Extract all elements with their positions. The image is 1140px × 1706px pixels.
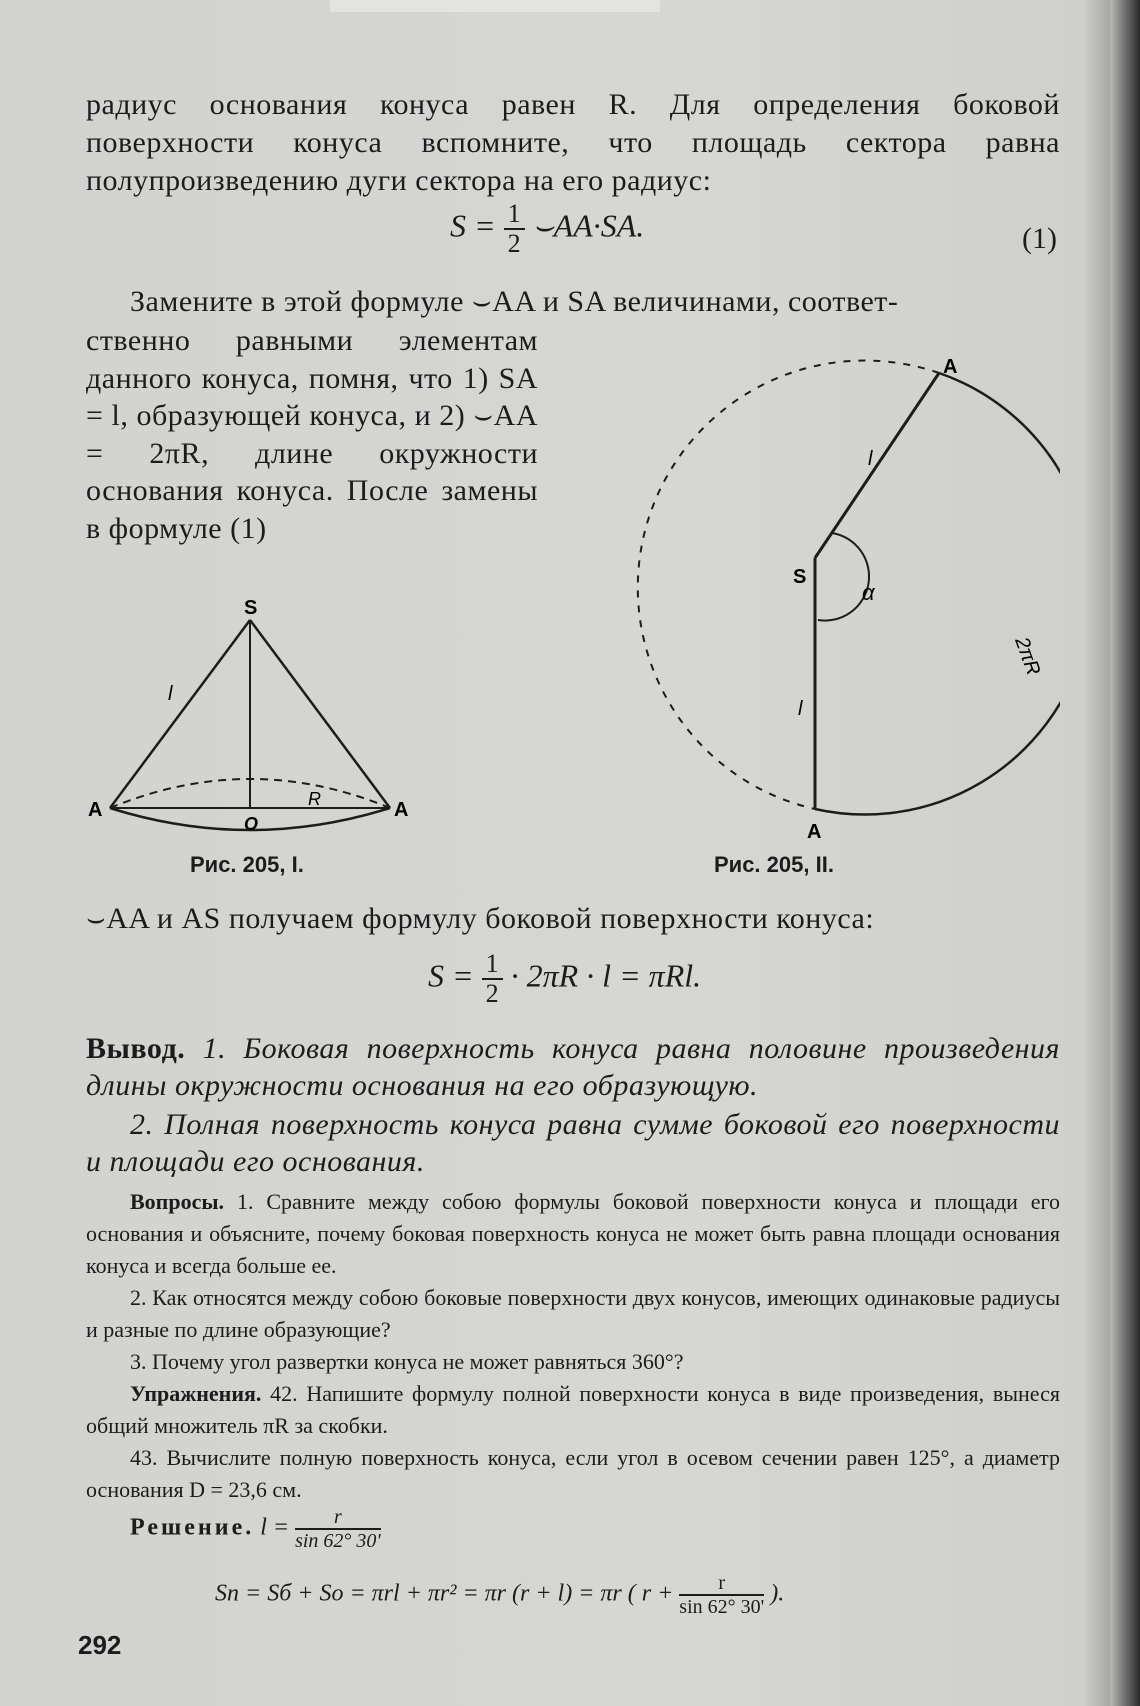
- conclusion-item-2: 2. Полная поверхность конуса равна сумме боковой его поверхности и площади его основания.: [86, 1108, 1060, 1178]
- development-label-arc: 2πR: [1010, 634, 1045, 679]
- solution-l-numerator: r: [295, 1506, 381, 1530]
- paragraph-replace-line: Замените в этой формуле ⌣AA и SA величинами, соответ-: [130, 285, 899, 318]
- solution-sa-denominator: sin 62° 30': [679, 1596, 765, 1618]
- development-label-l-top: l: [868, 448, 873, 470]
- development-label-a-bottom: A: [807, 821, 822, 840]
- formula-1-fraction: [504, 200, 525, 258]
- development-label-l-mid: l: [798, 698, 803, 720]
- formula-1-lhs: S =: [450, 207, 496, 244]
- page-top-band: [330, 0, 660, 12]
- solution-sa-fraction: [679, 1572, 764, 1618]
- cone-label-s: S: [244, 597, 258, 619]
- formula-2-lhs: S =: [428, 957, 474, 994]
- formula-2: [428, 950, 701, 1008]
- conclusion-label: Вывод.: [86, 1032, 186, 1065]
- solution-l-denominator: sin 62° 30': [295, 1530, 381, 1552]
- development-dashed-circle: [638, 361, 939, 809]
- solution-sa-eq: Sп = Sб + Sо = πrl + πr² = πr (r + l) = πr ( r +: [215, 1580, 674, 1607]
- question-3: 3. Почему угол развертки конуса не может равняться 360°?: [130, 1349, 684, 1374]
- solution-l-eq: l =: [260, 1514, 290, 1541]
- cone-generator-left: [110, 620, 250, 808]
- formula-1-rhs: ⌣AA·SA.: [532, 207, 645, 244]
- question-1-text: 1. Сравните между собою формулы боковой поверхности конуса и площади его основания и объясните, почему боковая поверхность конуса не может быть равна площади основания конуса и всегда больше ее.: [86, 1189, 1060, 1278]
- development-angle-arc: [818, 533, 869, 621]
- cone-generator-right: [250, 620, 390, 808]
- solution-sa-end: ).: [770, 1580, 785, 1607]
- figure-cone: [80, 590, 440, 850]
- exercise-42: [86, 1378, 1060, 1442]
- figure-development-caption: Рис. 205, II.: [714, 852, 834, 877]
- formula-1-denominator: 2: [507, 229, 521, 258]
- solution-line-1: [130, 1506, 381, 1552]
- cone-label-l: l: [168, 683, 173, 705]
- conclusion-item-1: [86, 1030, 1060, 1104]
- solution-l-fraction: [295, 1506, 381, 1552]
- exercise-43: 43. Вычислите полную поверхность конуса, если угол в осевом сечении равен 125°, а диаметр основания D = 23,6 см.: [86, 1445, 1060, 1502]
- development-label-s: S: [793, 566, 807, 588]
- page-binding-edge: [1110, 0, 1140, 1706]
- page-number: 292: [78, 1630, 122, 1660]
- question-2: 2. Как относятся между собою боковые поверхности двух конусов, имеющих одинаковые радиусы и разные по длине образующие?: [86, 1285, 1060, 1342]
- figure-development: [560, 340, 1060, 840]
- development-radius-slanted: [815, 373, 939, 558]
- paragraph-replace-left: ственно равными элементам данного конуса, помня, что 1) SA = l, образующей конуса, и 2) ⌣AA = 2πR, длине окружности основания конуса. После замены в формуле (1): [86, 324, 538, 545]
- formula-2-rhs: · 2πR · l = πRl.: [510, 957, 702, 994]
- question-1: [86, 1186, 1060, 1282]
- paragraph-after-figures: ⌣AA и AS получаем формулу боковой поверхности конуса:: [86, 902, 875, 935]
- questions-label: Вопросы.: [130, 1189, 225, 1214]
- formula-1-number: (1): [1022, 222, 1057, 255]
- cone-label-o: O: [244, 814, 259, 834]
- formula-1: [450, 200, 644, 258]
- cone-label-r: R: [308, 789, 321, 809]
- solution-line-2: [215, 1572, 784, 1618]
- development-label-a-top: A: [943, 356, 958, 378]
- exercise-42-text: 42. Напишите формулу полной поверхности конуса в виде произведения, вынеся общий множитель πR за скобки.: [86, 1381, 1061, 1438]
- solution-sa-numerator: r: [679, 1572, 764, 1596]
- formula-2-denominator: 2: [485, 979, 499, 1008]
- formula-1-numerator: 1: [504, 200, 525, 230]
- formula-2-fraction: [482, 950, 503, 1008]
- development-arc: [815, 373, 1060, 815]
- cone-label-a-left: A: [88, 799, 103, 821]
- development-label-alpha: α: [862, 580, 875, 605]
- figure-cone-caption: Рис. 205, I.: [190, 852, 304, 877]
- formula-2-numerator: 1: [482, 950, 503, 980]
- exercises-label: Упражнения.: [130, 1381, 262, 1406]
- conclusion-text-1: 1. Боковая поверхность конуса равна половине произведения длины окружности основания на его образующую.: [86, 1032, 1060, 1102]
- solution-label: Решение.: [130, 1514, 255, 1541]
- paragraph-intro: радиус основания конуса равен R. Для определения боковой поверхности конуса вспомните, что площадь сектора равна полупроизведению дуги сектора на его радиус:: [86, 88, 1060, 197]
- cone-label-a-right: A: [394, 799, 409, 821]
